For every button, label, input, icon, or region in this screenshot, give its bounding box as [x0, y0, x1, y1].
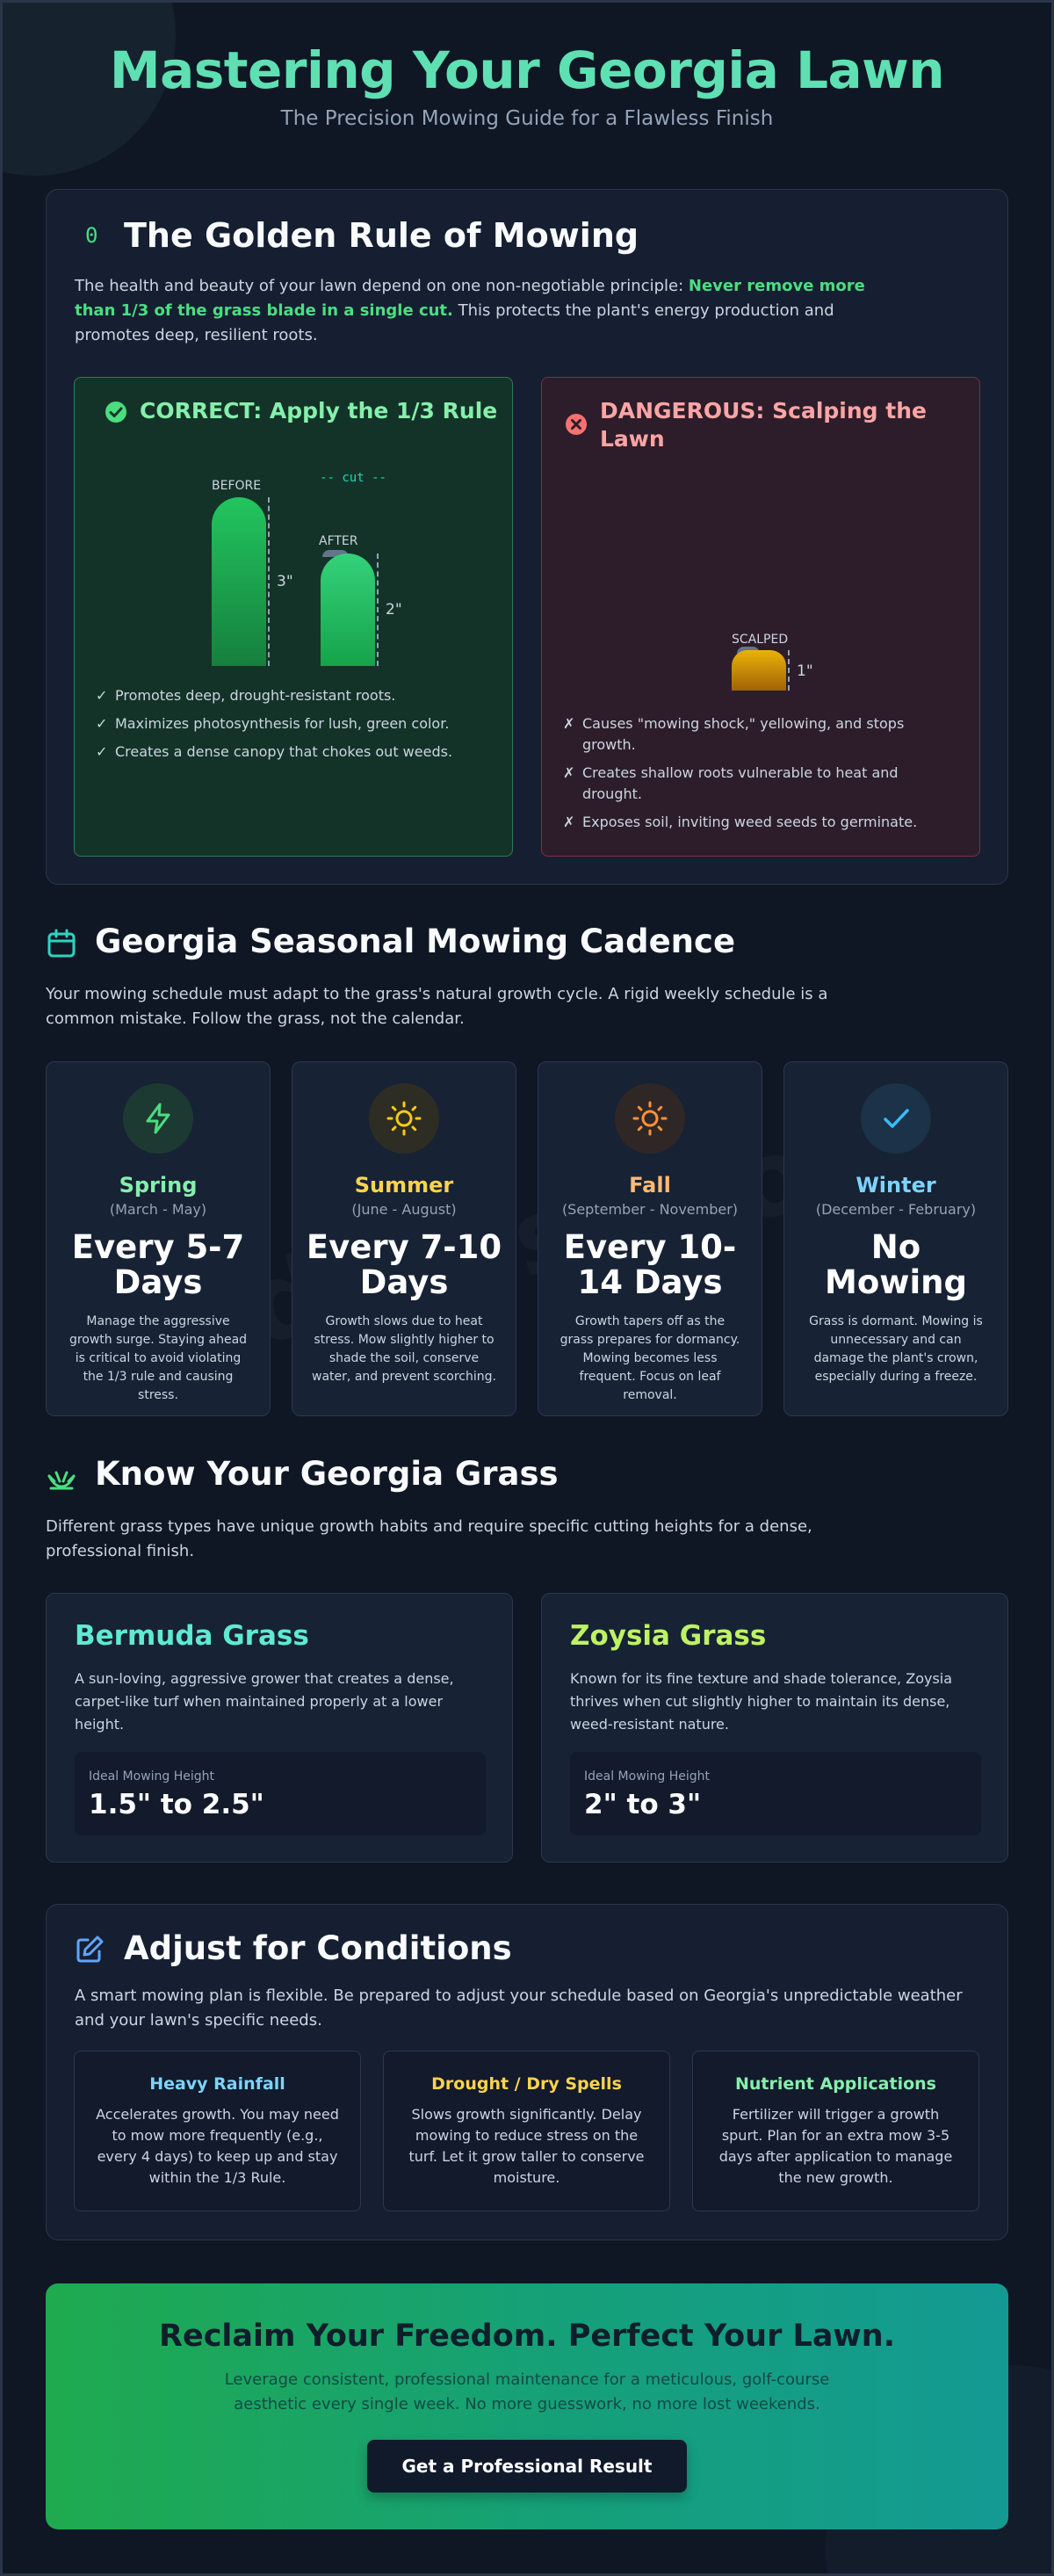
danger-panel — [541, 377, 980, 857]
season-range: (March - May) — [109, 1201, 207, 1218]
page-header — [0, 40, 1054, 130]
calendar-icon — [46, 928, 77, 963]
season-description: Growth tapers off as the grass prepares for dormancy. Mowing becomes less frequent. Focus on leaf removal. — [559, 1314, 740, 1402]
intro-text: The health and beauty of your lawn depend on one non-negotiable principle: — [75, 277, 689, 295]
sun-icon — [615, 1083, 685, 1154]
condition-title: Nutrient Applications — [734, 2074, 936, 2094]
season-card-summer — [292, 1061, 516, 1416]
cta-description: Leverage consistent, professional maintenance for a meticulous, golf-course aesthetic every single week. No more guesswork, no more lost weekends. — [224, 2370, 830, 2413]
season-name: Fall — [629, 1173, 671, 1198]
condition-title: Drought / Dry Spells — [431, 2074, 622, 2094]
season-description: Grass is dormant. Mowing is unnecessary and can damage the plant's crown, especially during a freeze. — [809, 1314, 983, 1384]
intro-highlight: Never remove more than 1/3 of the grass blade in a single cut. — [75, 277, 865, 320]
grass-card-bermuda — [46, 1593, 513, 1863]
correct-title: CORRECT: Apply the 1/3 Rule — [140, 398, 498, 423]
section-number: 0 — [85, 223, 98, 248]
x-mark-icon: ✗ — [563, 814, 575, 830]
condition-description: Fertilizer will trigger a growth spurt. Plan for an extra mow 3-5 days after application to manage the new growth. — [718, 2106, 953, 2186]
edit-icon — [75, 1935, 105, 1968]
season-range: (June - August) — [351, 1201, 457, 1218]
grass-blade-after — [321, 554, 375, 666]
before-label: BEFORE — [212, 479, 262, 493]
season-name: Spring — [119, 1173, 198, 1198]
list-item: ✗ Exposes soil, inviting weed seeds to germinate. — [563, 812, 949, 833]
grass-name: Zoysia Grass — [570, 1620, 767, 1652]
x-mark-icon: ✗ — [563, 715, 575, 732]
grass-intro: Different grass types have unique growth habits and require specific cutting heights for a dense, professional finish. — [46, 1517, 812, 1560]
check-mark-icon: ✓ — [96, 715, 108, 732]
list-item: ✓ Promotes deep, drought-resistant roots. — [96, 685, 500, 706]
after-height: 2" — [386, 601, 402, 619]
mowing-height-box — [570, 1752, 981, 1835]
grass-card-zoysia — [541, 1593, 1008, 1863]
height-value: 1.5" to 2.5" — [89, 1789, 264, 1820]
season-range: (December - February) — [815, 1201, 977, 1218]
season-description: Growth slows due to heat stress. Mow slightly higher to shade the soil, conserve water, and prevent scorching. — [312, 1314, 496, 1384]
grass-description: Known for its fine texture and shade tolerance, Zoysia thrives when cut slightly higher to maintain its dense, weed-resistant nature. — [570, 1670, 953, 1733]
cut-line — [377, 554, 379, 666]
season-frequency: Every 7-10 Days — [306, 1228, 502, 1301]
cut-line — [268, 497, 270, 666]
lightning-icon — [123, 1083, 193, 1154]
height-label: Ideal Mowing Height — [89, 1769, 215, 1784]
mowing-height-box — [75, 1752, 486, 1835]
danger-risks-list — [563, 713, 949, 840]
grass-blade-scalped — [732, 650, 786, 691]
after-label: AFTER — [319, 534, 358, 548]
page-subtitle: The Precision Mowing Guide for a Flawless Finish — [280, 107, 774, 130]
grass-icon — [46, 1465, 77, 1495]
season-name: Summer — [354, 1173, 454, 1198]
check-mark-icon: ✓ — [96, 687, 108, 704]
professional-result-button[interactable]: Get a Professional Result — [367, 2440, 687, 2493]
intro-text: This protects the plant's energy production and promotes deep, resilient roots. — [75, 301, 834, 344]
page-title: Mastering Your Georgia Lawn — [109, 40, 945, 100]
seasonal-title: Georgia Seasonal Mowing Cadence — [95, 923, 736, 960]
height-label: Ideal Mowing Height — [584, 1769, 711, 1784]
condition-card-nutrients — [692, 2051, 979, 2211]
cta-banner — [46, 2283, 1008, 2529]
condition-description: Accelerates growth. You may need to mow more frequently (e.g., every 4 days) to keep up and stay within the 1/3 Rule. — [96, 2106, 339, 2186]
correct-benefits-list — [96, 685, 500, 770]
cut-line — [788, 650, 790, 691]
scalped-height: 1" — [797, 662, 813, 680]
list-item: ✗ Causes "mowing shock," yellowing, and stops growth. — [563, 715, 905, 753]
season-card-spring — [46, 1061, 271, 1416]
sun-icon — [369, 1083, 439, 1154]
condition-card-drought — [383, 2051, 670, 2211]
season-description: Manage the aggressive growth surge. Staying ahead is critical to avoid violating the 1/3 rule and causing stress. — [69, 1314, 248, 1402]
cta-title: Reclaim Your Freedom. Perfect Your Lawn. — [159, 2319, 895, 2354]
check-circle-icon — [105, 401, 127, 427]
golden-rule-title: The Golden Rule of Mowing — [124, 216, 639, 255]
season-frequency: Every 5-7 Days — [71, 1228, 245, 1301]
golden-rule-intro — [75, 274, 900, 348]
season-name: Winter — [855, 1173, 936, 1198]
condition-card-rainfall — [74, 2051, 361, 2211]
season-range: (September - November) — [561, 1201, 739, 1218]
season-card-fall — [538, 1061, 762, 1416]
conditions-intro: A smart mowing plan is flexible. Be prepared to adjust your schedule based on Georgia's unpredictable weather and your lawn's specific needs. — [75, 1986, 963, 2030]
x-mark-icon: ✗ — [563, 764, 575, 781]
list-item: ✓ Maximizes photosynthesis for lush, green color. — [96, 713, 500, 734]
season-frequency: No Mowing — [825, 1228, 967, 1301]
correct-panel — [74, 377, 513, 857]
height-value: 2" to 3" — [584, 1789, 702, 1820]
grass-title: Know Your Georgia Grass — [95, 1455, 559, 1493]
conditions-title: Adjust for Conditions — [124, 1929, 512, 1967]
season-frequency: Every 10-14 Days — [563, 1228, 737, 1301]
season-card-winter — [783, 1061, 1008, 1416]
cut-label: -- cut -- — [320, 471, 386, 485]
before-height: 3" — [277, 573, 293, 590]
grass-name: Bermuda Grass — [75, 1620, 309, 1652]
check-mark-icon: ✓ — [96, 743, 108, 760]
condition-title: Heavy Rainfall — [149, 2074, 285, 2094]
list-item: ✗ Creates shallow roots vulnerable to heat and drought. — [563, 764, 899, 802]
grass-blade-before — [212, 497, 266, 666]
condition-description: Slows growth significantly. Delay mowing to reduce stress on the turf. Let it grow taller to conserve moisture. — [408, 2106, 645, 2186]
grass-description: A sun-loving, aggressive grower that creates a dense, carpet-like turf when maintained properly at a lower height. — [75, 1670, 454, 1733]
list-item: ✓ Creates a dense canopy that chokes out weeds. — [96, 742, 500, 763]
scalped-label: SCALPED — [732, 633, 789, 647]
check-icon — [861, 1083, 931, 1154]
x-circle-icon — [565, 413, 588, 439]
danger-title: DANGEROUS: Scalping the Lawn — [600, 398, 927, 452]
seasonal-intro: Your mowing schedule must adapt to the grass's natural growth cycle. A rigid weekly schedule is a common mistake. Follow the grass, not the calendar. — [46, 985, 828, 1028]
